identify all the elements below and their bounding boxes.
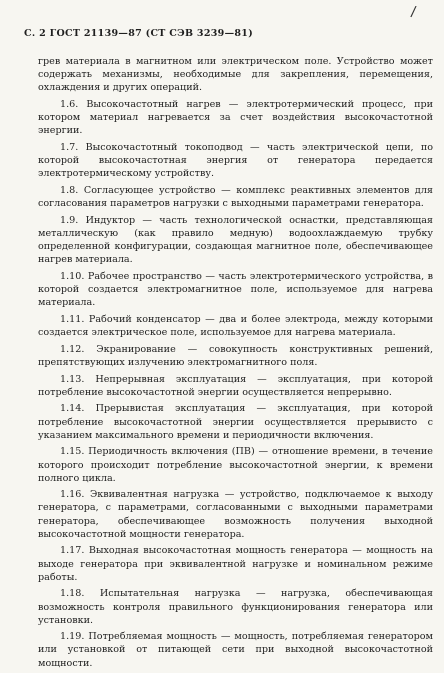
paragraph-1-16: 1.16. Эквивалентная нагрузка — устройство, подключаемое к выходу генератора, с параметрами, согласованными с выходными параметрами генератора, обеспечивающее возможность получения выходной высокочастотной мощности генератора. [38, 489, 433, 540]
paragraph-1-6: 1.6. Высокочастотный нагрев — электротермический процесс, при котором материал нагревается за счет воздействия высокочастотной энергии. [38, 98, 433, 137]
page-header: С. 2 ГОСТ 21139—87 (СТ СЭВ 3239—81) [24, 28, 253, 39]
paragraph-1-15: 1.15. Периодичность включения (ПВ) — отношение времени, в течение которого происходит потребление высокочастотной энергии, к времени полного цикла. [38, 446, 433, 484]
paragraph-1-13: 1.13. Непрерывная эксплуатация — эксплуатация, при которой потребление высокочастотной энергии осуществляется непрерывно. [38, 373, 433, 398]
paragraph-1-19: 1.19. Потребляемая мощность — мощность, потребляемая генератором или установкой от питающей сети при выходной высокочастотной мощности. [38, 631, 433, 669]
paragraph-1-10: 1.10. Рабочее пространство — часть электротермического устройства, в которой создается электромагнитное поле, используемое для нагрева материала. [38, 270, 433, 309]
paragraph-1-7: 1.7. Высокочастотный токоподвод — часть электрической цепи, по которой высокочастотная энергия от генератора передается электротермическому устройству. [38, 141, 433, 180]
paragraph-1-17: 1.17. Выходная высокочастотная мощность генератора — мощность на выходе генератора при эквивалентной нагрузке и номинальном режиме работы. [38, 545, 433, 583]
paragraph-1-9: 1.9. Индуктор — часть технологической оснастки, представляющая металлическую (как правило медную) водоохлаждаемую трубку определенной конфигурации, создающая магнитное поле, обеспечивающее нагрев материала. [38, 214, 433, 266]
paragraph-1-14: 1.14. Прерывистая эксплуатация — эксплуатация, при которой потребление высокочастотной энергии осуществляется прерывисто с указанием максимального времени и периодичности включения. [38, 403, 433, 441]
paragraph-1-11: 1.11. Рабочий конденсатор — два и более электрода, между которыми создается электрическое поле, используемое для нагрева материала. [38, 313, 433, 338]
document-body [38, 55, 433, 673]
paragraph-1-8: 1.8. Согласующее устройство — комплекс реактивных элементов для согласования параметров нагрузки с выходными параметрами генератора. [38, 184, 433, 209]
paragraph-continuation: грев материала в магнитном или электрическом поле. Устройство может содержать механизмы, необходимые для закрепления, перемещения, охлаждения и других операций. [38, 56, 433, 94]
paragraph-1-12: 1.12. Экранирование — совокупность конструктивных решений, препятствующих излучению электромагнитного поля. [38, 343, 433, 368]
paragraph-1-18: 1.18. Испытательная нагрузка — нагрузка, обеспечивающая возможность контроля правильного функционирования генератора или установки. [38, 588, 433, 626]
handwritten-mark: / [409, 3, 417, 21]
